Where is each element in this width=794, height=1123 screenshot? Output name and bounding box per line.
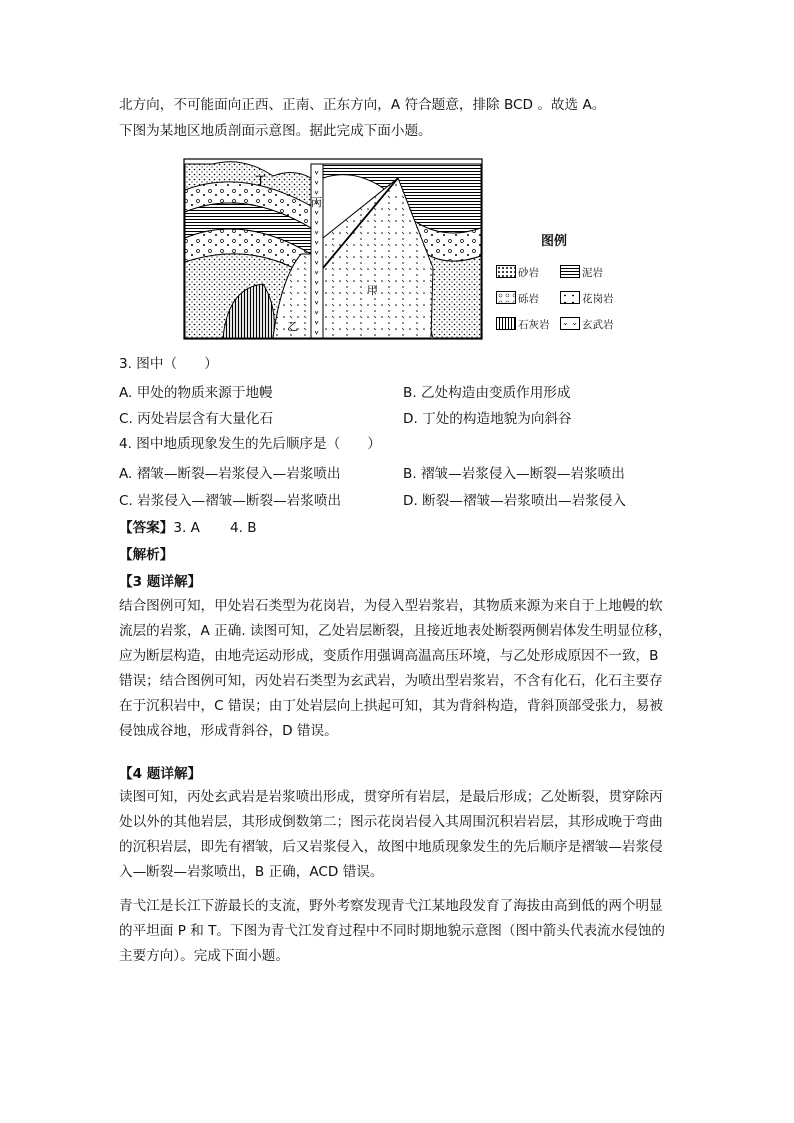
legend-conglomerate-label: 砾岩 [518,293,539,305]
label-bing: 丙 [311,197,322,209]
q3-detail: 结合图例可知，甲处岩石类型为花岗岩，为侵入型岩浆岩，其物质来源为来自于上地幔的软流层的岩浆，A 正确. 读图可知，乙处岩层断裂，且接近地表处断裂两侧岩体发生明显位移，应为断层构造，由地壳运动形成，变质作用强调高温高压环境，与乙处形成原因不一致，B 错误；结合图例可知，丙处岩石类型为玄武岩，为喷出型岩浆岩，不含有化石，化石主要存在于沉积岩中，C 错误；由丁处岩层向上拱起可知，其为背斜构造，背斜顶部受张力，易被侵蚀成谷地，形成背斜谷，D 错误。 [119,598,672,739]
answer-line [119,516,257,536]
q3-option-c: C. 丙处岩层含有大量化石 [119,411,274,427]
label-yi: 乙 [287,321,298,333]
legend-granite-label: 花岗岩 [582,293,614,305]
answer-tag: 【答案】 [119,520,174,536]
legend-granite-swatch [560,291,580,304]
q4-detail-tag: 【4 题详解】 [119,766,202,782]
legend-mudstone-swatch [560,265,580,278]
label-ding: 丁 [255,175,266,187]
q3-stem: 3. 图中（ ） [119,356,218,372]
intro-line-2: 下图为某地区地质剖面示意图。据此完成下面小题。 [119,123,432,139]
q3-option-d: D. 丁处的构造地貌为向斜谷 [403,411,572,427]
legend-basalt-swatch: ⌄ ⌄ [560,317,580,330]
q4-option-b: B. 褶皱—岩浆侵入—断裂—岩浆喷出 [403,466,625,482]
label-jia: 甲 [367,285,378,297]
legend-mudstone-label: 泥岩 [582,267,603,279]
legend-basalt-label: 玄武岩 [582,319,614,331]
legend-limestone-label: 石灰岩 [518,319,550,331]
q4-detail: 读图可知，丙处玄武岩是岩浆喷出形成，贯穿所有岩层，是最后形成；乙处断裂，贯穿除丙处以外的其他岩层，其形成倒数第二；图示花岗岩侵入其周围沉积岩岩层，其形成晚于弯曲的沉积岩层，即先有褶皱，后又岩浆侵入，故图中地质现象发生的先后顺序是褶皱—岩浆侵入—断裂—岩浆喷出，B 正确，ACD 错误。 [119,789,663,880]
basalt-dike [311,164,323,338]
answer-4: 4. B [229,520,257,536]
analysis-tag: 【解析】 [119,547,174,563]
next-question-intro: 青弋江是长江下游最长的支流，野外考察发现青弋江某地段发育了海拔由高到低的两个明显的平坦面 P 和 T。下图为青弋江发育过程中不同时期地貌示意图（图中箭头代表流水侵蚀的主要方向）。完成下面小题。 [119,898,666,964]
q3-option-b: B. 乙处构造由变质作用形成 [403,385,571,401]
q3-option-a: A. 甲处的物质来源于地幔 [119,385,273,401]
q3-detail-tag: 【3 题详解】 [119,574,202,590]
legend-limestone-swatch [496,317,516,330]
legend-conglomerate-swatch [496,291,516,304]
q4-option-a: A. 褶皱—断裂—岩浆侵入—岩浆喷出 [119,466,341,482]
q4-option-d: D. 断裂—褶皱—岩浆喷出—岩浆侵入 [403,493,627,509]
legend-sandstone-label: 砂岩 [518,267,539,279]
geologic-cross-section [183,158,483,340]
legend-title: 图例 [541,234,568,249]
intro-line-1: 北方向，不可能面向正西、正南、正东方向，A 符合题意，排除 BCD 。故选 A。 [119,97,606,113]
answer-3: 3. A [173,520,200,536]
legend-sandstone-swatch [496,265,516,278]
q4-option-c: C. 岩浆侵入—褶皱—断裂—岩浆喷出 [119,493,342,509]
q4-stem: 4. 图中地质现象发生的先后顺序是（ ） [119,436,381,452]
